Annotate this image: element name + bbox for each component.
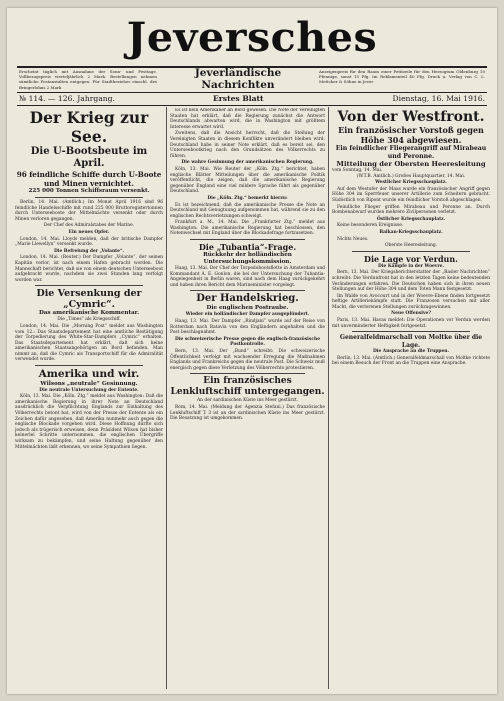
masthead-title: Jeversches — [126, 14, 378, 61]
subheadline-tubantia: Rückkehr der holländischen Untersuchungskommission. — [203, 252, 292, 266]
headline-uboat-april: Die U-Bootsbeute im April. — [30, 146, 148, 169]
subheading: Die „Köln. Ztg.“ bemerkt hierzu: — [207, 195, 288, 201]
headline-westfront: Von der Westfront. — [337, 109, 485, 125]
headline-naval-war: Der Krieg zur See. — [29, 108, 149, 146]
headline-heeresleitung: Mitteilung der Obersten Heeresleitung — [336, 160, 486, 168]
paragraph: Rom, 14. Mai. (Meldung der Agenzia Stefani.) Das französische Lenkluftschiff T. 3 ist an der sardinischen Küste ins Meer gestürzt. Die Besatzung ist umgekommen. — [170, 404, 325, 422]
column-divider-1 — [166, 107, 167, 689]
paragraph: London, 14. Mai. (Reuter.) Der Dampfer „Volante“, der seinen Kapitän verlor, ist nach einem Hafen gebracht worden. Die Mannschaft berichtet, daß sie von einem deutschen Unterseeboot aufgebracht wurde, nachdem sie zwei Stunden lang verfolgt worden war. — [15, 255, 163, 283]
rule — [35, 365, 143, 366]
rule — [35, 285, 143, 286]
subheading: Westlicher Kriegsschauplatz. — [375, 180, 447, 186]
headline-tubantia: Die „Tubantia“-Frage. — [198, 242, 297, 253]
subheading: Die Ansprache an die Truppen. — [372, 349, 450, 355]
paragraph: Es ist bezeichnend, daß die amerikanische Presse die Note an Deutschland mit Genugtuung aufgenommen hat, während sie zu den englischen Rechtsverletzungen schweigt. — [170, 202, 325, 219]
datebar — [15, 92, 489, 105]
column-1 — [15, 108, 163, 690]
headline-lenkluftschiff: Ein französisches Lenkluftschiff untergegangen. — [170, 376, 325, 398]
signature: Der Chef des Admiralstabes der Marine. — [43, 223, 135, 229]
article-tubantia — [170, 266, 325, 288]
paragraph: (W.T.B. Amtlich.) Großes Hauptquartier, 14. Mai. — [356, 173, 466, 179]
subheadline-wilson: Wilsons „neutrale“ Gesinnung. — [40, 380, 138, 387]
paragraph: Haag, 13. Mai. Der Chef der Torpedobootsflotte in Amsterdam und Kommandant A. E. Gonlon, die bei der Untersuchung der Tubantia-Angelegenheit in Berlin waren, sind nach dem Haag zurückgekehrt und haben ihren Bericht dem Marineminister vorgelegt. — [170, 266, 325, 288]
article-cymric — [15, 317, 163, 363]
heeresleitung-date: vom Sonntag, 14. Mai. — [332, 168, 383, 173]
rule — [190, 373, 305, 374]
paragraph: Nichts Neues. — [337, 236, 369, 242]
subheading: Die Kämpfe in der Woevre. — [378, 263, 444, 269]
column-3 — [332, 108, 490, 690]
paragraph: Im Walde von Avocourt und in der Woevre-Ebene finden fortgesetzt heftige Artilleriekämpfe statt. Die Franzosen versuchen mit aller Macht, die verlorenen Stellungen zurückzugewinnen. — [332, 293, 490, 310]
subheading: Östlicher Kriegsschauplatz. — [376, 216, 446, 222]
headline-hoehe-304: Ein französischer Vorstoß gegen Höhe 304 abgewiesen. — [338, 125, 484, 145]
paragraph: Köln, 13. Mai. Die „Köln. Ztg.“ meldet aus Washington: Daß die amerikanische Regierung in ihrer Note an Deutschland ausdrücklich die Verpflichtung Englands zur Einhaltung des Völkerrechts betont hat, wird von der Presse der Entente als ein Zeichen dafür angesehen, daß Amerika nunmehr auch gegen die englische Blockade vorgehen wird. Diese Hoffnung dürfte sich jedoch als trügerisch erweisen, denn Präsident Wilson hat bisher keinerlei Schritte unternommen, die englischen Übergriffe wirksam zu bekämpfen, und seine Haltung gegenüber den Mittelmächten läßt erkennen, wo seine Sympathien liegen. — [15, 394, 163, 450]
paragraph: London, 14. Mai. Die „Morning Post“ meldet aus Washington vom 12.: Das Staatsdepartement hat eine amtliche Bestätigung der Torpedierung des White-Star-Dampfers „Cymric“ erhalten. Das Staatsdepartement hat erklärt, daß sich keine amerikanischen Staatsangehörigen an Bord befanden. Man nimmt an, daß die Cymric als Transportschiff für die Admiralität verwendet wurde. — [15, 323, 163, 363]
subheading: Die neutrale Untersuchung der Entente. — [39, 387, 139, 393]
subheading: Die wahre Gesinnung der amerikanischen Regierung. — [181, 160, 314, 166]
paragraph: Bern, 13. Mai. Der Kriegsberichterstatter der „Basler Nachrichten“ schreibt: Die Verdunfront hat in den letzten Tagen keine bedeutenden Veränderungen erfahren. Die Deutschen haben sich in ihren neuen Stellungen auf der Höhe 304 und dem Toten Mann festgesetzt. — [332, 270, 490, 293]
rule — [190, 239, 305, 240]
article-handelskrieg — [170, 312, 325, 371]
headline-handelskrieg: Der Handelskrieg. — [196, 293, 299, 305]
issue-number: № 114. — 126. Jahrgang. — [19, 94, 115, 103]
newspaper-page — [7, 8, 497, 694]
headline-tonnage: 225 000 Tonnen Schiffsraum versenkt. — [28, 188, 150, 194]
paragraph: Berlin, 14. Mai. (Amtlich.) Im Monat April 1916 sind 96 feindliche Handelsschiffe mit rund 225 000 Bruttoregistertonnen durch Unterseeboote der Mittelmächte versenkt oder durch Minen verloren gegangen. — [15, 200, 163, 222]
subheading: Die Befreiung der „Volante“. — [53, 248, 125, 254]
paragraph: Feindliche Flieger griffen Mirabeau und Peronne an. Durch Bombenabwurf wurden mehrere Zivilpersonen verletzt. — [332, 204, 490, 216]
headline-moltke: Generalfeldmarschall von Moltke über die Lage. — [339, 334, 483, 349]
paragraph: London, 14. Mai. Lloyds melden, daß der britische Dampfer „Marie Llewellyn“ versenkt wurde. — [15, 236, 163, 248]
column-divider-2 — [328, 107, 329, 689]
paragraph: Zweitens, daß die Ansicht herrscht, daß die Stellung der Vereinigten Staaten in diesem Konflikte unverändert bleiben wird. Deutschland habe in seiner Note erklärt, daß es bereit sei, den Unterseebootkrieg nach den Grundsätzen des Völkerrechts zu führen. — [170, 131, 325, 159]
article-moltke — [332, 349, 490, 367]
paragraph: Haag, 13. Mai. Der Dampfer „Rindjani“ wurde auf der Reise von Rotterdam nach Batavia von den Engländern angehalten und die Post beschlagnahmt. — [170, 319, 325, 336]
subheading: Die schweizerische Presse gegen die englisch-französische Postkontrolle. — [175, 336, 320, 348]
subheading: Neue Offensive? — [391, 311, 431, 317]
article-continued — [170, 108, 325, 237]
article-uboat — [15, 200, 163, 283]
paragraph: Die „Times“ als Kriegsschiff. — [57, 317, 121, 323]
article-lenkluftschiff — [170, 398, 325, 421]
article-amerika — [15, 388, 163, 451]
rule — [35, 197, 143, 198]
headline-cymric: Die Versenkung der „Cymric“. — [36, 288, 142, 311]
headline-amerika: Amerika und wir. — [38, 368, 140, 381]
paragraph: Frankfurt a. M., 14. Mai. Die „Frankfurter Ztg.“ meldet aus Washington: Die amerikanische Regierung hat beschlossen, den Notenwechsel mit England über die Blockadefrage fortzusetzen. — [170, 220, 325, 237]
headline-fliegerangriff: Ein feindlicher Fliegerangriff auf Mirabeau und Peronne. — [335, 145, 487, 160]
subheading: Wieder ein holländischer Dampfer ausgeplündert. — [185, 312, 310, 318]
paragraph: Es ist kein Amerikaner an Bord gewesen. Die Note der Vereinigten Staaten hat erklärt, daß die Regierung zunächst die Antwort Deutschlands abwarten wird, die in Washington mit größtem Interesse erwartet wird. — [170, 108, 325, 130]
paragraph: Köln, 13. Mai. Wie Reuter der „Köln. Ztg.“ berichtet, haben englische Blätter Mitteilungen über die amerikanische Politik veröffentlicht, die zeigen, daß die amerikanische Regierung gegenüber England eine viel mildere Sprache führt als gegenüber Deutschland. — [170, 166, 325, 195]
subheading: An der sardinischen Küste ins Meer gestürzt. — [197, 398, 298, 404]
headline-96-ships: 96 feindliche Schiffe durch U-Boote und Minen vernichtet. — [16, 170, 162, 188]
subheading: Ein neues Opfer. — [68, 229, 110, 235]
article-verdun — [332, 264, 490, 330]
signature: Oberste Heeresleitung. — [384, 243, 438, 249]
rule — [352, 251, 470, 252]
advertising-info: Anzeigenpreis für den Raum einer Petitzeile für den Herzogtum Oldenburg 10 Pfennige, sonst 15 Pfg. Im Reklamenteil 40 Pfg. Druck u. Verlag von C. L. Mettcker & Söhne in Jever — [319, 69, 485, 85]
subheadline-postraube: Die englischen Postraube. — [206, 305, 289, 312]
article-westfront — [332, 174, 490, 249]
sheet-label: Erstes Blatt — [213, 94, 264, 103]
column-2 — [170, 108, 325, 690]
paragraph: Berlin, 13. Mai. (Amtlich.) Generalfeldmarschall von Moltke richtete bei einem Besuch der Front an die Truppen eine Ansprache. — [332, 355, 490, 367]
paragraph: Paris, 13. Mai. Havas meldet: Die Operationen vor Verdun werden mit unverminderter Heftigkeit fortgesetzt. — [332, 318, 490, 329]
rule — [190, 290, 305, 291]
paragraph: Bern, 13. Mai. Der „Bund“ schreibt: Die schweizerische Öffentlichkeit verfolgt mit wachsender Erregung die Maßnahmen Englands und Frankreichs gegen die neutrale Post. Die Schweiz muß energisch gegen diese Verletzung des Völkerrechts protestieren. — [170, 349, 325, 371]
paragraph: Keine besonderen Ereignisse. — [337, 223, 404, 229]
subheading: Balkan-Kriegsschauplatz. — [379, 229, 443, 235]
headline-verdun: Die Lage vor Verdun. — [364, 253, 458, 264]
issue-date: Dienstag, 16. Mai 1916. — [392, 94, 485, 103]
subscription-info: Erscheint täglich mit Ausnahme der Sonn- und Festtage. Vollbezugspreis vierteljährlich 2 Mark. Bestellungen nehmen sämtliche Postanstalten entgegen. Für Stadtbezieher einschl. des Bringerlohns 2 Mark — [19, 69, 157, 90]
subtitle: Jeverländische Nachrichten — [194, 68, 282, 91]
paragraph: Auf dem Westufer der Maas wurde ein französischer Angriff gegen Höhe 304 im Sperrfeuer unserer Artillerie zum Scheitern gebracht. Südöstlich von Ripont wurde ein feindlicher Vorstoß abgeschlagen. — [332, 186, 490, 203]
datebar-bottom-rule — [17, 105, 487, 106]
rule — [352, 331, 470, 332]
subheadline-cymric: Das amerikanische Kommentar. — [38, 310, 140, 317]
